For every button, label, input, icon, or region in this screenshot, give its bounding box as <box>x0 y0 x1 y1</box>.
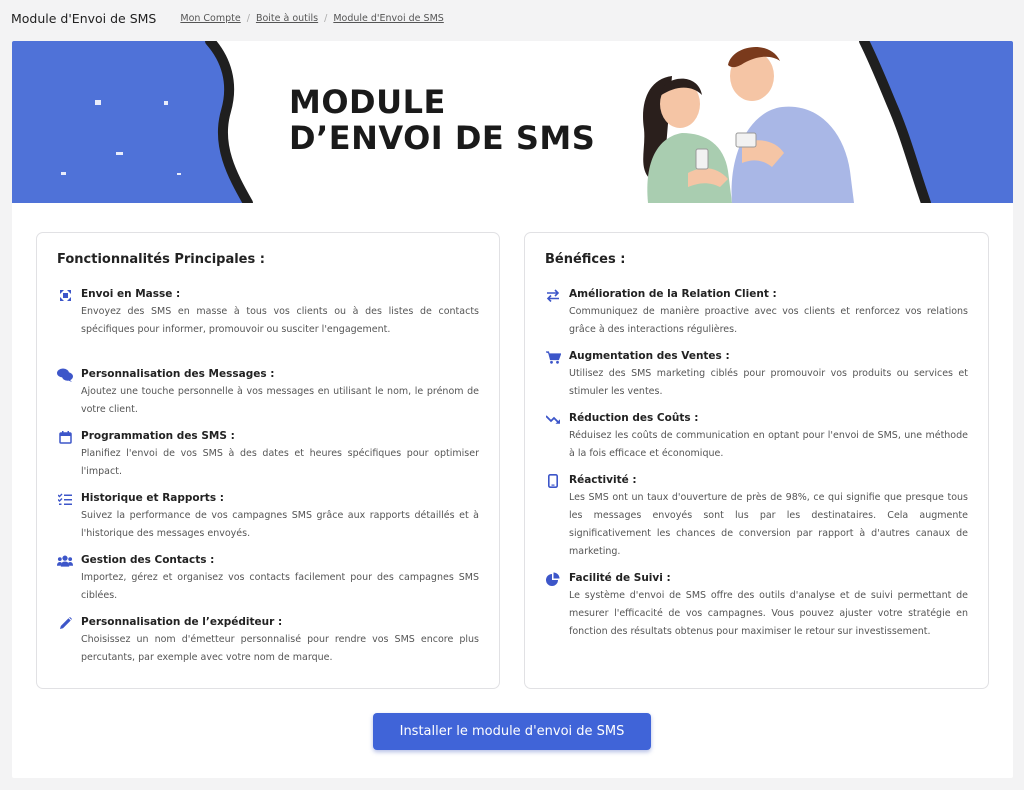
benefit-description: Utilisez des SMS marketing ciblés pour promouvoir vos produits ou services et stimuler les ventes. <box>569 368 968 397</box>
feature-item <box>57 490 479 543</box>
breadcrumb <box>180 13 443 24</box>
features-panel <box>36 232 500 689</box>
banner-title <box>289 84 595 156</box>
feature-title: Envoi en Masse : <box>81 288 181 300</box>
pie-chart-icon <box>545 571 561 587</box>
checklist-icon <box>57 491 73 507</box>
pencil-icon <box>57 615 73 631</box>
module-card <box>12 41 1013 778</box>
trend-down-icon <box>545 411 561 427</box>
feature-description: Envoyez des SMS en masse à tous vos clients ou à des listes de contacts spécifiques pour informer, promouvoir ou susciter l'engagement. <box>81 306 479 335</box>
feature-description: Importez, gérez et organisez vos contacts facilement pour des campagnes SMS ciblées. <box>81 572 479 601</box>
banner-title-line: D’ENVOI DE SMS <box>289 119 596 157</box>
shopping-cart-icon <box>545 349 561 365</box>
feature-title: Personnalisation des Messages : <box>81 368 275 380</box>
benefit-item <box>545 348 968 401</box>
calendar-icon <box>57 429 73 445</box>
benefit-description: Les SMS ont un taux d'ouverture de près de 98%, ce qui signifie que presque tous les messages envoyés sont lus par les destinataires. Cela augmente significativement les chances de conversion par rapport à d'autres canaux de marketing. <box>569 492 968 557</box>
feature-item <box>57 614 479 667</box>
feature-title: Gestion des Contacts : <box>81 554 215 566</box>
module-banner <box>12 41 1013 203</box>
benefit-title: Facilité de Suivi : <box>569 572 671 584</box>
benefits-heading: Bénéfices : <box>545 252 626 267</box>
feature-description: Planifiez l'envoi de vos SMS à des dates et heures spécifiques pour optimiser l'impact. <box>81 448 479 477</box>
feature-description: Suivez la performance de vos campagnes SMS grâce aux rapports détaillés et à l'historique des messages envoyés. <box>81 510 479 539</box>
benefits-panel <box>524 232 989 689</box>
banner-title-line: MODULE <box>289 83 446 121</box>
install-sms-module-button[interactable]: Installer le module d'envoi de SMS <box>373 713 651 750</box>
benefit-item <box>545 570 968 641</box>
benefit-title: Amélioration de la Relation Client : <box>569 288 777 300</box>
feature-description: Choisissez un nom d'émetteur personnalisé pour rendre vos SMS encore plus percutants, par exemple avec votre nom de marque. <box>81 634 479 663</box>
arrows-expand-icon <box>57 287 73 303</box>
app-title: Module d'Envoi de SMS <box>11 10 157 26</box>
feature-item <box>57 552 479 605</box>
feature-title: Programmation des SMS : <box>81 430 235 442</box>
benefit-description: Communiquez de manière proactive avec vos clients et renforcez vos relations grâce à des interactions régulières. <box>569 306 968 335</box>
feature-item <box>57 286 479 339</box>
feature-title: Personnalisation de l’expéditeur : <box>81 616 283 628</box>
benefit-item <box>545 286 968 339</box>
features-heading: Fonctionnalités Principales : <box>57 252 265 267</box>
feature-title: Historique et Rapports : <box>81 492 224 504</box>
breadcrumb-link-toolbox[interactable]: Boite à outils <box>255 12 319 24</box>
breadcrumb-link-sms-module[interactable]: Module d'Envoi de SMS <box>333 12 444 24</box>
benefit-title: Réduction des Coûts : <box>569 412 699 424</box>
feature-description: Ajoutez une touche personnelle à vos messages en utilisant le nom, le prénom de votre client. <box>81 386 479 415</box>
benefit-item <box>545 472 968 561</box>
users-icon <box>57 553 73 569</box>
benefit-description: Réduisez les coûts de communication en optant pour l'envoi de SMS, une méthode à la fois efficace et économique. <box>569 430 968 459</box>
breadcrumb-link-account[interactable]: Mon Compte <box>180 12 241 24</box>
benefit-title: Réactivité : <box>569 474 637 486</box>
benefit-item <box>545 410 968 463</box>
mobile-phone-icon <box>545 473 561 489</box>
feature-item <box>57 366 479 419</box>
benefit-title: Augmentation des Ventes : <box>569 350 730 362</box>
feature-item <box>57 428 479 481</box>
breadcrumb-separator: / <box>324 12 328 24</box>
breadcrumb-separator: / <box>246 12 250 24</box>
chat-bubbles-icon <box>57 367 73 383</box>
exchange-arrows-icon <box>545 287 561 303</box>
top-bar <box>0 0 1024 36</box>
benefit-description: Le système d'envoi de SMS offre des outils d'analyse et de suivi permettant de mesurer l'efficacité de vos campagnes. Vous pouvez ajuster votre stratégie en fonction des résultats obtenus pour maximiser le retour sur investissement. <box>569 590 968 637</box>
